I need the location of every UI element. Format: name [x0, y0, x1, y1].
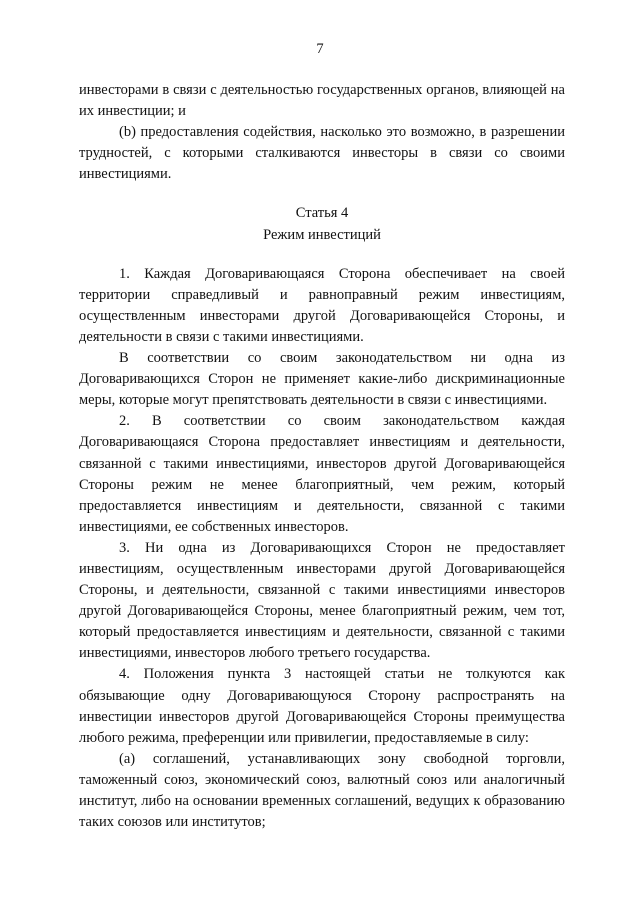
- subparagraph-b: (b) предоставления содействия, насколько это возможно, в разрешении трудностей, с которыми сталкиваются инвесторы в связи со своими инвестициями.: [79, 124, 565, 183]
- document-body: [79, 80, 565, 833]
- paragraph-3: 3. Ни одна из Договаривающихся Сторон не предоставляет инвестициям, осуществленным инвесторами другой Договаривающейся Стороны, и деятельности, связанной с такими инвестициями инвесторов другой Договаривающейся Стороны, менее благоприятный режим, чем тот, который предоставляется инвестициям и деятельности, связанной с такими инвестициями, инвесторов любого третьего государства.: [79, 539, 565, 662]
- paragraph-1: 1. Каждая Договаривающаяся Сторона обеспечивает на своей территории справедливый и равноправный режим инвестициям, осуществленным инвесторами другой Договаривающейся Стороны, и деятельности в связи с такими инвестициями.: [79, 265, 565, 345]
- continuation-paragraph: инвесторами в связи с деятельностью государственных органов, влияющей на их инвестиции; и: [79, 82, 565, 120]
- article-title: Режим инвестиций: [263, 226, 381, 243]
- article-number: Статья 4: [295, 205, 349, 222]
- paragraph-4: 4. Положения пункта 3 настоящей статьи не толкуются как обязывающие одну Договаривающуюся Сторону распространять на инвестиции инвесторов другой Договаривающейся Стороны преимущества любого режима, преференции или привилегии, предоставляемые в силу:: [79, 666, 565, 746]
- page-number: 7: [316, 41, 324, 57]
- paragraph-2: 2. В соответствии со своим законодательством каждая Договаривающаяся Сторона предоставляет инвестициям и деятельности, связанной с такими инвестициями, инвесторов другой Договаривающейся Стороны режим не менее благоприятный, чем режим, который предоставляется инвестициям и деятельности, связанной с такими инвестициями, ее собственных инвесторов.: [79, 413, 565, 535]
- subparagraph-a: (a) соглашений, устанавливающих зону свободной торговли, таможенный союз, экономический союз, валютный союз или аналогичный институт, либо на основании временных соглашений, ведущих к образованию таких союзов или институтов;: [79, 750, 565, 831]
- paragraph-1-continued: В соответствии со своим законодательством ни одна из Договаривающихся Сторон не применяет какие-либо дискриминационные меры, которые могут препятствовать деятельности в связи с инвестициями.: [79, 350, 565, 409]
